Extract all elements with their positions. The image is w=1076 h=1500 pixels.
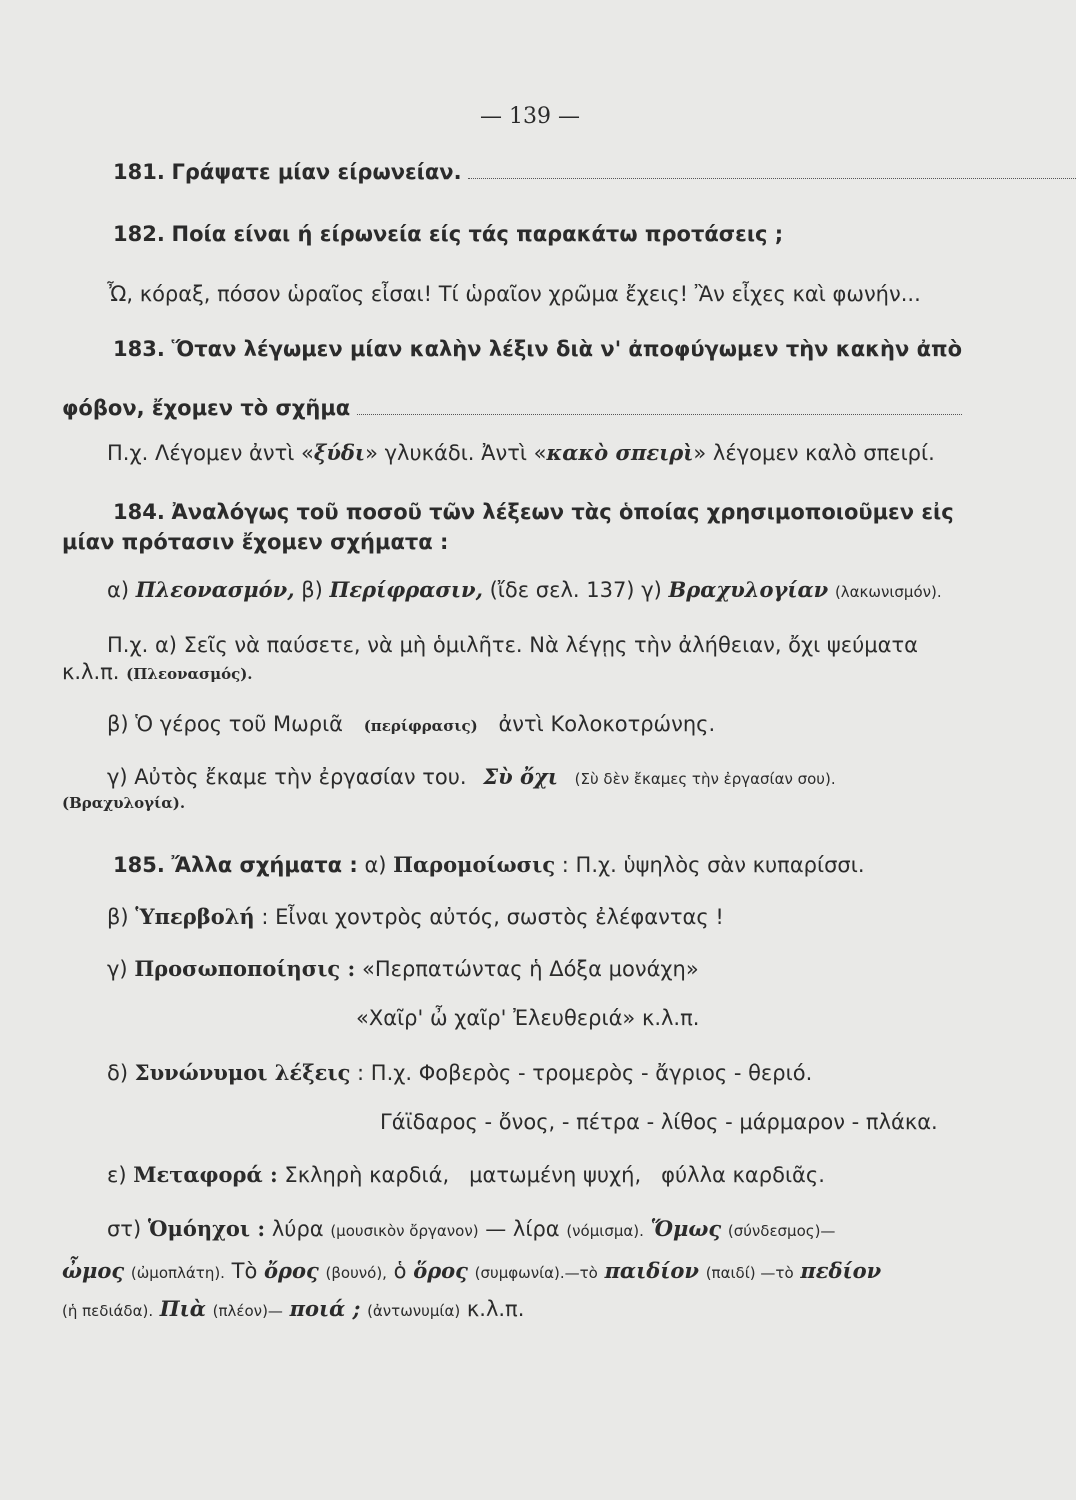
option-term: Πλεονασμόν, [135,577,295,602]
homophone-text: ὁ [393,1259,407,1283]
option-label: β) [107,905,129,929]
homophone-word: ὦμος [62,1258,125,1283]
example-text: ἀντὶ Κολοκοτρώνης. [498,712,716,736]
exercise-184-example-2 [107,712,715,737]
figure-term: Ὁμόηχοι : [147,1216,266,1241]
exercise-text: Ποία είναι ή είρωνεία είς τάς παρακάτω προτάσεις ; [171,222,784,246]
exercise-182 [113,222,783,247]
homophone-word: παιδίον [604,1258,700,1283]
exercise-184-line2: μίαν πρότασιν ἔχομεν σχήματα : [62,530,449,554]
homophone-note: (ἀντωνυμία) [367,1302,461,1320]
answer-blank [357,413,962,415]
example-text: » γλυκάδι. Ἀντὶ « [365,441,547,465]
exercise-183-example [107,440,935,466]
example-text: » λέγομεν καλὸ σπειρί. [693,441,935,465]
figure-term: Μεταφορά : [133,1162,278,1187]
figure-homophones-3 [62,1296,524,1322]
option-label: α) [107,578,130,602]
exercise-184-example-1: Π.χ. α) Σεῖς νὰ παύσετε, νὰ μὴ ὁμιλῆτε. Νὰ λέγῃς τὴν ἀλήθειαν, ὄχι ψεύματα [107,633,918,657]
homophone-word: λύρα [271,1217,324,1241]
figure-homophones [107,1216,835,1242]
reference: (ἴδε σελ. 137) [489,578,635,602]
option-label: ε) [107,1163,127,1187]
example-word: ξύδι [313,440,366,465]
homophone-word: ὄρος [264,1258,319,1283]
example-note: (περίφρασις) [363,717,478,735]
homophone-word: — λίρα [485,1217,560,1241]
figure-synonyms-2: Γάϊδαρος - ὄνος, - πέτρα - λίθος - μάρμαρον - πλάκα. [380,1110,938,1134]
exercise-182-example: Ὦ, κόραξ, πόσον ὡραῖος εἶσαι! Τί ὡραῖον χρῶμα ἔχεις! Ἂν εἶχες καὶ φωνήν... [107,282,921,306]
exercise-184 [113,500,954,525]
section-head: Ἄλλα σχήματα : [171,853,358,877]
page-number: — 139 — [480,104,580,129]
option-label: γ) [641,578,662,602]
exercise-181 [113,160,1076,185]
exercise-number: 183. [113,337,165,361]
exercise-184-example-3 [107,764,836,790]
figure-metaphor [107,1162,825,1188]
option-term: Περίφρασιν, [329,577,483,602]
example-text: κ.λ.π. [62,660,120,684]
answer-blank [468,177,1076,179]
homophone-note: (πλέον)— [212,1302,283,1320]
homophone-note: (βουνό), [325,1264,387,1282]
example-note: (Σὺ δὲν ἔκαμες τὴν ἐργασίαν σου). [574,770,836,788]
example-text: γ) Αὐτὸς ἔκαμε τὴν ἐργασίαν του. [107,765,467,789]
homophone-note: (σύνδεσμος)— [727,1222,836,1240]
homophone-note: (συμφωνία).—τὸ [474,1264,598,1282]
exercise-number: 181. [113,160,165,184]
homophone-word: Ὅμως [650,1216,722,1241]
homophone-note: (μουσικὸν ὄργανον) [330,1222,479,1240]
figure-term: Ὑπερβολή [135,904,255,929]
homophone-word: πεδίον [800,1258,882,1283]
exercise-183 [113,337,962,362]
example-word: κακὸ σπειρὶ [546,440,694,465]
option-label: β) [301,578,323,602]
option-label: στ) [107,1217,142,1241]
option-term: Βραχυλογίαν [668,577,829,602]
option-label: α) [364,853,387,877]
exercise-number: 185. [113,853,165,877]
homophone-note: (παιδί) —τὸ [705,1264,794,1282]
homophone-text: Τὸ [231,1259,258,1283]
figure-hyperbole [107,904,724,930]
homophone-text: κ.λ.π. [466,1297,525,1321]
exercise-text: φόβον, ἔχομεν τὸ σχῆμα [62,396,351,420]
option-note: (λακωνισμόν). [834,583,942,601]
homophone-word: ποιά ; [289,1296,361,1321]
exercise-183-line2 [62,396,962,421]
figure-personification [107,956,699,982]
homophone-note: (ἡ πεδιάδα). [62,1302,154,1320]
example-text: β) Ὁ γέρος τοῦ Μωριᾶ [107,712,344,736]
figure-personification-2: «Χαῖρ' ὦ χαῖρ' Ἐλευθεριά» κ.λ.π. [356,1006,700,1030]
option-label: γ) [107,957,128,981]
example-note: (Πλεονασμός). [126,665,253,683]
exercise-184-example-3b: (Βραχυλογία). [62,794,186,812]
figure-term: Συνώνυμοι λέξεις [134,1060,351,1085]
exercise-text: Ἀναλόγως τοῦ ποσοῦ τῶν λέξεων τὰς ὁποίας χρησιμοποιοῦμεν εἰς [171,500,954,524]
exercise-text: Ὅταν λέγωμεν μίαν καλὴν λέξιν διὰ ν' ἀποφύγωμεν τὴν κακὴν ἀπὸ [171,337,963,361]
option-label: δ) [107,1061,129,1085]
figure-homophones-2 [62,1258,881,1284]
figure-term: Προσωποποίησις : [134,956,356,981]
exercise-number: 182. [113,222,165,246]
exercise-184-options [107,577,942,603]
example-word: Σὺ ὄχι [483,764,558,789]
homophone-word: Πιὰ [159,1296,206,1321]
figure-example: : Π.χ. ὑψηλὸς σὰν κυπαρίσσι. [561,853,865,877]
homophone-note: (νόμισμα). [566,1222,644,1240]
figure-example: Σκληρὴ καρδιά, ματωμένη ψυχή, φύλλα καρδιᾶς. [284,1163,825,1187]
exercise-184-example-1b [62,660,253,685]
figure-synonyms [107,1060,812,1086]
exercise-text: Γράψατε μίαν είρωνείαν. [171,160,462,184]
exercise-185 [113,852,865,878]
figure-term: Παρομοίωσις [393,852,556,877]
exercise-number: 184. [113,500,165,524]
figure-example: : Π.χ. Φοβερὸς - τρομερὸς - ἄγριος - θεριό. [357,1061,813,1085]
homophone-word: ὅρος [413,1258,468,1283]
homophone-note: (ὠμοπλάτη). [130,1264,225,1282]
example-text: Π.χ. Λέγομεν ἀντὶ « [107,441,314,465]
figure-example: «Περπατώντας ἡ Δόξα μονάχη» [361,957,699,981]
figure-example: : Εἶναι χοντρὸς αὐτός, σωστὸς ἐλέφαντας ! [261,905,724,929]
